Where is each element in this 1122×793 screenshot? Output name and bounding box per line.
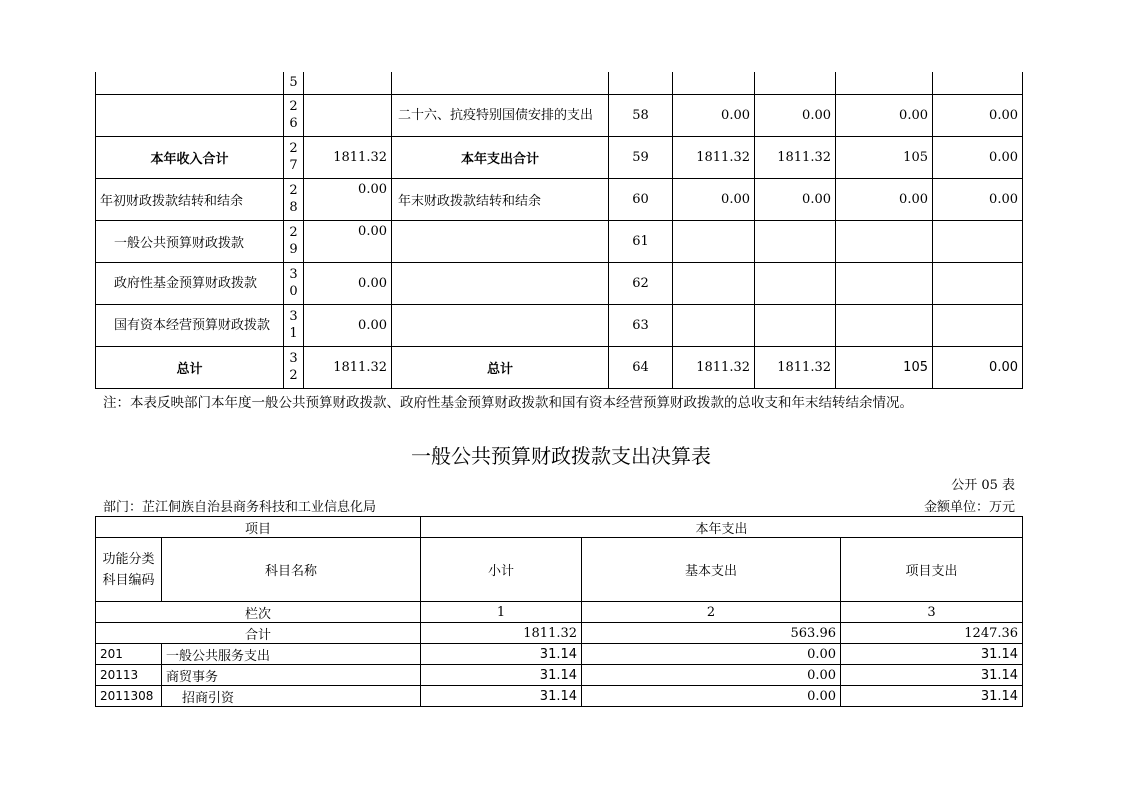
project-value: 31.14: [841, 644, 1023, 665]
cell-value: 0.00: [836, 178, 933, 220]
left-value: 1811.32: [304, 346, 392, 388]
subject-name: 招商引资: [162, 686, 421, 707]
table-row: [96, 686, 1023, 707]
left-value: 1811.32: [304, 136, 392, 178]
project-value: 31.14: [841, 686, 1023, 707]
cell-value: 0.00: [933, 94, 1023, 136]
left-label: 总计: [96, 346, 284, 388]
header-row: [96, 517, 1023, 538]
basic-value: 0.00: [582, 644, 841, 665]
left-value: 0.00: [304, 262, 392, 304]
subject-name: 一般公共服务支出: [162, 644, 421, 665]
right-row-no: 64: [609, 346, 673, 388]
col-index: 3: [841, 602, 1023, 623]
basic-value: 0.00: [582, 665, 841, 686]
table-note: 注：本表反映部门本年度一般公共预算财政拨款、政府性基金预算财政拨款和国有资本经营预算财政拨款的总收支和年末结转结余情况。: [103, 395, 913, 411]
cell-value: 1811.32: [673, 346, 755, 388]
basic-value: 0.00: [582, 686, 841, 707]
left-row-no: 3 1: [284, 304, 304, 346]
income-expense-table: [95, 72, 1023, 389]
subtotal-value: 31.14: [421, 644, 582, 665]
unit-label: 金额单位：万元: [923, 500, 1015, 515]
cell-value: 105: [836, 136, 933, 178]
header-basic: 基本支出: [582, 538, 841, 602]
table-row: [96, 220, 1023, 262]
left-row-no: 5: [284, 72, 304, 94]
table-row: [96, 94, 1023, 136]
form-number: 公开 05 表: [951, 478, 1015, 493]
header-current-expense: 本年支出: [421, 517, 1023, 538]
cell-value: 0.00: [933, 136, 1023, 178]
header-project: 项目: [96, 517, 421, 538]
table-row: [96, 72, 1023, 94]
total-row: [96, 623, 1023, 644]
left-label: 国有资本经营预算财政拨款: [96, 304, 284, 346]
table-row: [96, 304, 1023, 346]
total-project: 1247.36: [841, 623, 1023, 644]
table-row: [96, 665, 1023, 686]
function-code: 201: [96, 644, 162, 665]
col-index: 1: [421, 602, 582, 623]
left-label: 本年收入合计: [96, 136, 284, 178]
left-value: 0.00: [304, 304, 392, 346]
left-row-no: 2 6: [284, 94, 304, 136]
right-row-no: 61: [609, 220, 673, 262]
subtotal-value: 31.14: [421, 686, 582, 707]
cell-value: 1811.32: [755, 136, 836, 178]
header-row: [96, 538, 1023, 602]
left-label: 年初财政拨款结转和结余: [96, 178, 284, 220]
right-label: 年末财政拨款结转和结余: [392, 178, 609, 220]
left-label: [96, 72, 284, 94]
subject-name: 商贸事务: [162, 665, 421, 686]
left-row-no: 2 9: [284, 220, 304, 262]
function-code: 20113: [96, 665, 162, 686]
total-basic: 563.96: [582, 623, 841, 644]
table-row: [96, 644, 1023, 665]
right-label: 本年支出合计: [392, 136, 609, 178]
cell-value: 0.00: [836, 94, 933, 136]
cell-value: 1811.32: [673, 136, 755, 178]
left-value: 0.00: [304, 220, 392, 262]
cell-value: 1811.32: [755, 346, 836, 388]
cell-value: 0.00: [933, 178, 1023, 220]
total-label: 合计: [96, 623, 421, 644]
table-row: [96, 178, 1023, 220]
cell-value: 105: [836, 346, 933, 388]
project-value: 31.14: [841, 665, 1023, 686]
total-subtotal: 1811.32: [421, 623, 582, 644]
right-row-no: 59: [609, 136, 673, 178]
right-row-no: 60: [609, 178, 673, 220]
header-subtotal: 小计: [421, 538, 582, 602]
department-label: 部门：芷江侗族自治县商务科技和工业信息化局: [103, 500, 377, 515]
left-label: 政府性基金预算财政拨款: [96, 262, 284, 304]
lanci-label: 栏次: [96, 602, 421, 623]
cell-value: 0.00: [673, 94, 755, 136]
right-label: 二十六、抗疫特别国债安排的支出: [392, 94, 609, 136]
col-index: 2: [582, 602, 841, 623]
right-row-no: 58: [609, 94, 673, 136]
table-row: [96, 262, 1023, 304]
subtotal-value: 31.14: [421, 665, 582, 686]
cell-value: 0.00: [673, 178, 755, 220]
header-name: 科目名称: [162, 538, 421, 602]
header-code: 功能分类科目编码: [96, 538, 162, 602]
left-value: 0.00: [304, 178, 392, 220]
header-project-expense: 项目支出: [841, 538, 1023, 602]
column-index-row: [96, 602, 1023, 623]
function-code: 2011308: [96, 686, 162, 707]
table-row: [96, 346, 1023, 388]
right-row-no: 63: [609, 304, 673, 346]
expenditure-table: [95, 516, 1023, 707]
right-row-no: 62: [609, 262, 673, 304]
cell-value: 0.00: [933, 346, 1023, 388]
left-row-no: 3 0: [284, 262, 304, 304]
left-row-no: 2 7: [284, 136, 304, 178]
cell-value: 0.00: [755, 178, 836, 220]
left-label: 一般公共预算财政拨款: [96, 220, 284, 262]
right-label: 总计: [392, 346, 609, 388]
left-row-no: 3 2: [284, 346, 304, 388]
page-title: 一般公共预算财政拨款支出决算表: [411, 444, 711, 468]
table-row: [96, 136, 1023, 178]
left-row-no: 2 8: [284, 178, 304, 220]
cell-value: 0.00: [755, 94, 836, 136]
